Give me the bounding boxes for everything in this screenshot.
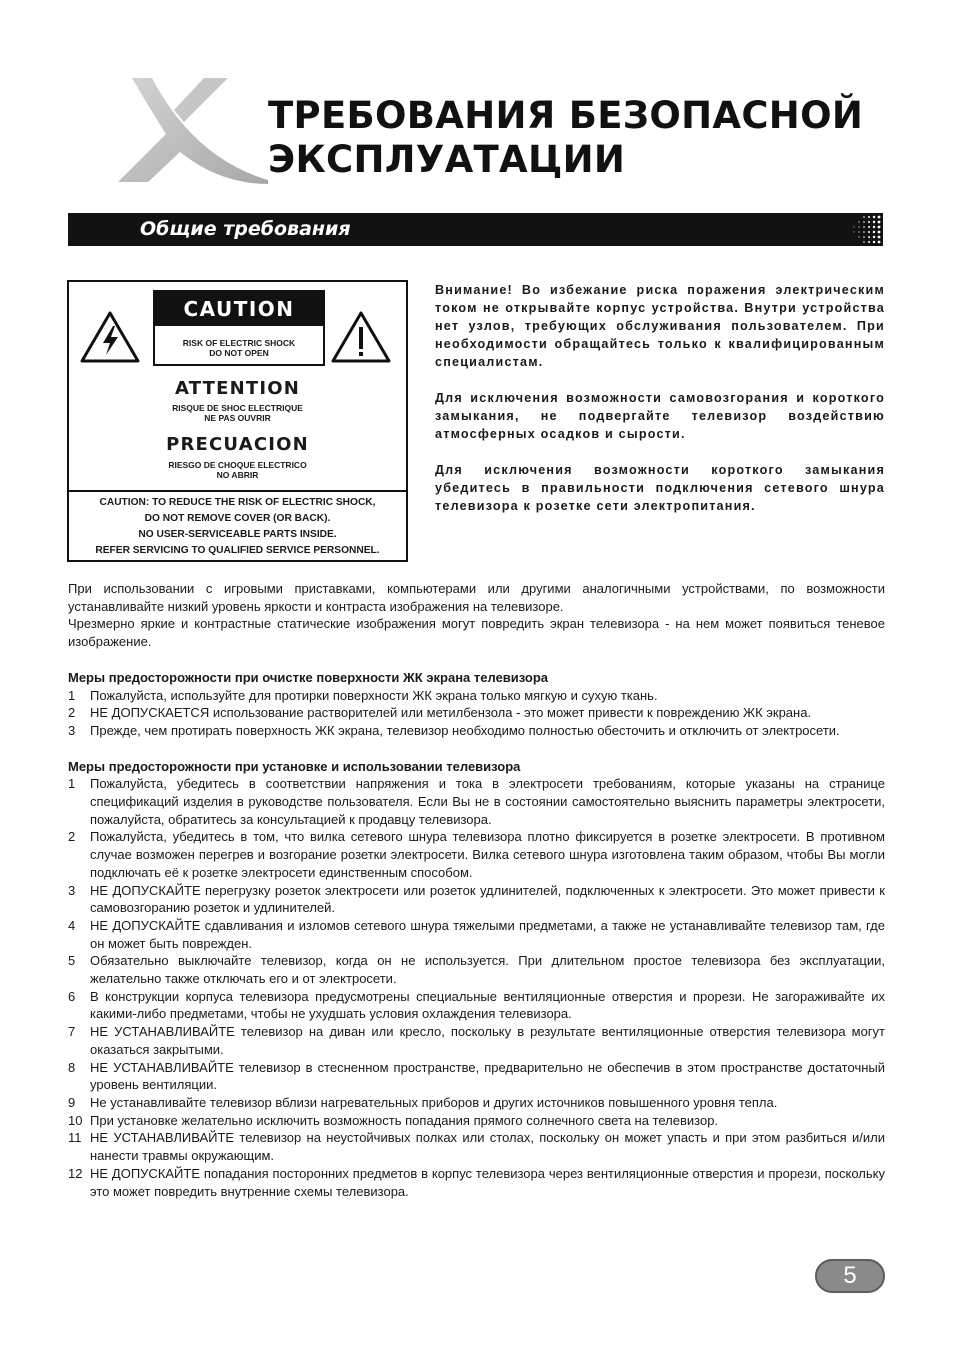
caution-sub-line-2: DO NOT OPEN [209,348,269,358]
item-text: В конструкции корпуса телевизора предусмотрены специальные вентиляционные отверстия и прорези. Не загораживайте их какими-либо предметами, чтобы не ухудшать условия охлаждения телевизора. [90,988,885,1022]
warnings-column [435,281,885,533]
list-item [68,1094,885,1112]
item-text: Пожалуйста, убедитесь в том, что вилка сетевого шнура телевизора плотно фиксируется в розетке электросети. В противном случае возможен перегрев и возгорание розетки электросети. Вилка сетевого шнура изготовлена таким образом, чтобы Вы могли подключать её к розетке электросети единственным способом. [90,829,885,880]
exclamation-warning-icon [330,310,392,364]
list-item [68,1165,885,1200]
attention-sub-line-1: RISQUE DE SHOC ELECTRIQUE [172,403,303,413]
list-item [68,722,885,740]
item-number: 10 [68,1112,83,1128]
item-text: НЕ ДОПУСКАЙТЕ сдавливания и изломов сетевого шнура тяжелыми предметами, а также не устанавливайте телевизор там, где он может быть поврежден. [90,917,885,951]
installation-list [68,775,885,1200]
item-text: НЕ ДОПУСКАЙТЕ попадания посторонних предметов в корпус телевизора через вентиляционные отверстия и прорези, поскольку это может повредить внутренние схемы телевизора. [90,1165,885,1199]
list-item [68,1023,885,1058]
brand-x-logo [108,72,268,184]
caution-label [67,280,408,562]
caution-heading: CAUTION [155,292,323,326]
item-text: НЕ УСТАНАВЛИВАЙТЕ телевизор на диван или кресло, поскольку в результате вентиляционные отверстия телевизора могут оказаться закрытыми. [90,1024,885,1057]
caution-footer-line-3: NO USER-SERVICEABLE PARTS INSIDE. [138,529,337,540]
attention-heading: ATTENTION [174,378,300,399]
caution-footer [69,490,406,560]
installation-heading: Меры предосторожности при установке и использовании телевизора [68,758,521,774]
item-number: 4 [68,917,76,933]
title-line-2: ЭКСПЛУАТАЦИИ [268,138,626,181]
title-line-1: ТРЕБОВАНИЯ БЕЗОПАСНОЙ [268,94,864,137]
item-text: НЕ ДОПУСКАЙТЕ перегрузку розеток электросети или розеток удлинителей, подключенных к электросети. Это может привести к самовозгоранию розеток и удлинителей. [90,882,885,916]
item-number: 2 [68,705,76,721]
list-item [68,1112,885,1130]
list-item [68,917,885,952]
electric-shock-warning-icon [79,310,141,364]
caution-footer-line-4: REFER SERVICING TO QUALIFIED SERVICE PERSONNEL. [95,545,380,556]
intro-paragraph-1: При использовании с игровыми приставками, компьютерами или другими аналогичными устройствами, по возможности устанавливайте низкий уровень яркости и контраста изображения на телевизоре. [68,581,885,614]
item-number: 12 [68,1165,83,1181]
body-text [68,580,885,1200]
halftone-dots-decoration [843,213,883,246]
section-title: Общие требования [140,218,351,240]
cleaning-list [68,687,885,740]
precuacion-subtext [69,460,406,480]
item-number: 1 [68,776,76,792]
precuacion-sub-line-1: RIESGO DE CHOQUE ELECTRICO [168,460,307,470]
list-item [68,882,885,917]
item-text: Пожалуйста, используйте для протирки поверхности ЖК экрана только мягкую и сухую ткань. [90,687,658,703]
attention-subtext [69,403,406,423]
caution-footer-line-1: CAUTION: TO REDUCE THE RISK OF ELECTRIC SHOCK, [99,497,376,508]
item-number: 3 [68,722,76,738]
item-number: 11 [68,1130,82,1146]
cleaning-heading: Меры предосторожности при очистке поверхности ЖК экрана телевизора [68,669,549,685]
list-item [68,828,885,881]
warning-paragraph-power-cord: Для исключения возможности короткого замыкания убедитесь в правильности подключения сетевого шнура телевизора к розетке сети электропитания. [435,463,885,513]
item-text: При установке желательно исключить возможность попадания прямого солнечного света на телевизор. [90,1112,719,1128]
caution-footer-line-2: DO NOT REMOVE COVER (OR BACK). [144,513,331,524]
caution-sub-line-1: RISK OF ELECTRIC SHOCK [182,338,296,348]
list-item [68,1129,885,1164]
list-item [68,704,885,722]
list-item [68,687,885,705]
list-item [68,988,885,1023]
caution-plate [153,290,325,366]
item-number: 7 [68,1024,76,1040]
warning-paragraph-moisture: Для исключения возможности самовозгорания и короткого замыкания, не подвергайте телевизор воздействию атмосферных осадков и сырости. [435,391,885,441]
item-number: 5 [68,953,76,969]
item-text: Не устанавливайте телевизор вблизи нагревательных приборов и других источников повышенного уровня тепла. [90,1094,778,1110]
intro-paragraph-2: Чрезмерно яркие и контрастные статические изображения могут повредить экран телевизора - на нем может появиться теневое изображение. [68,616,885,650]
caution-subtext [155,338,323,358]
list-item [68,1059,885,1094]
list-item [68,775,885,828]
item-text: Обязательно выключайте телевизор, когда он не используется. При длительном простое телевизора без эксплуатации, желательно также отключать его и от электросети. [90,953,885,987]
item-number: 1 [68,687,76,703]
item-text: НЕ УСТАНАВЛИВАЙТЕ телевизор на неустойчивых полках или столах, поскольку он может упасть и при этом разбиться и/или нанести травмы окружающим. [90,1130,885,1164]
page-title [268,94,863,182]
section-header-bar [68,213,883,246]
precuacion-sub-line-2: NO ABRIR [216,470,259,480]
page-number-badge: 5 [815,1259,885,1293]
item-text: Прежде, чем протирать поверхность ЖК экрана, телевизор необходимо полностью обесточить и отключить от электросети. [90,722,840,738]
item-number: 6 [68,988,76,1004]
item-number: 2 [68,829,76,845]
item-number: 8 [68,1059,76,1075]
item-text: Пожалуйста, убедитесь в соответствии напряжения и тока в электросети требованиям, которые указаны на странице спецификаций изделия в руководстве пользователя. Если Вы не в состоянии самостоятельно выяснить параметры электросети, пожалуйста, обратитесь за консультацией к продавцу телевизора. [90,776,885,827]
item-text: НЕ ДОПУСКАЕТСЯ использование растворителей или метилбензола - это может привести к повреждению ЖК экрана. [90,705,812,721]
precuacion-heading: PRECUACION [166,434,309,455]
item-number: 9 [68,1094,76,1110]
list-item [68,952,885,987]
attention-sub-line-2: NE PAS OUVRIR [204,413,271,423]
item-text: НЕ УСТАНАВЛИВАЙТЕ телевизор в стесненном пространстве, предварительно не обеспечив в этом пространстве достаточный уровень вентиляции. [90,1059,885,1093]
item-number: 3 [68,882,76,898]
warning-paragraph-shock: Внимание! Во избежание риска поражения электрическим током не открывайте корпус устройства. Внутри устройства нет узлов, требующих обслуживания пользователем. При необходимости обращайтесь только к квалифицированным специалистам. [435,283,885,369]
